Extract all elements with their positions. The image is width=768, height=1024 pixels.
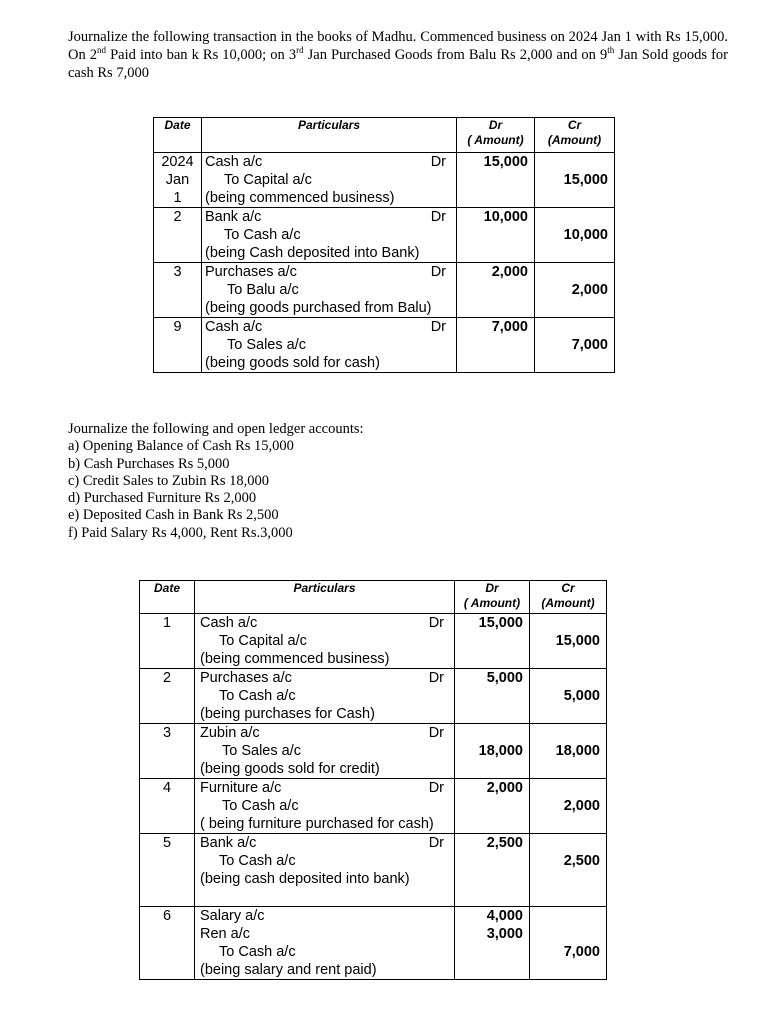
entry-particulars: Bank a/c Dr To Cash a/c (being Cash deposited into Bank)	[202, 208, 457, 263]
entry-particulars: Cash a/c Dr To Sales a/c (being goods sold for cash)	[202, 318, 457, 373]
cr-amount: 15,000	[530, 614, 607, 669]
list-item: e) Deposited Cash in Bank Rs 2,500	[68, 507, 279, 524]
dr-amount: 2,000	[457, 263, 535, 318]
table-row	[140, 724, 607, 779]
entry-date: 4	[140, 779, 195, 834]
entry-date: 2	[154, 208, 202, 263]
dr-amount: 4,000 3,000	[455, 907, 530, 980]
entry-date: 2	[140, 669, 195, 724]
cr-amount: 7,000	[530, 907, 607, 980]
particulars-header: Particulars	[195, 581, 455, 614]
table-header-row	[154, 118, 615, 153]
entry-date: 9	[154, 318, 202, 373]
table-row	[154, 208, 615, 263]
cr-amount-header: Cr (Amount)	[535, 118, 615, 153]
list-item: f) Paid Salary Rs 4,000, Rent Rs.3,000	[68, 524, 293, 541]
particulars-header: Particulars	[202, 118, 457, 153]
dr-amount: 10,000	[457, 208, 535, 263]
entry-date: 1	[140, 614, 195, 669]
dr-amount: 15,000	[455, 614, 530, 669]
question-2	[68, 421, 364, 542]
entry-date: 5	[140, 834, 195, 907]
entry-particulars: Cash a/c Dr To Capital a/c (being commenced business)	[195, 614, 455, 669]
entry-particulars: Purchases a/c Dr To Cash a/c (being purchases for Cash)	[195, 669, 455, 724]
journal-table-1	[153, 117, 615, 373]
dr-amount: 2,000	[455, 779, 530, 834]
cr-amount: 2,000	[535, 263, 615, 318]
table-row	[154, 263, 615, 318]
question-1-text: Journalize the following transaction in the books of Madhu. Commenced business on 2024 Jan 1 with Rs 15,000. On 2nd Paid into ban k Rs 10,000; on 3rd Jan Purchased Goods from Balu Rs 2,000 and on 9th Jan Sold goods for cash Rs 7,000	[68, 29, 728, 81]
cr-amount: 2,500	[530, 834, 607, 907]
dr-amount: 15,000	[457, 153, 535, 208]
entry-date: 6	[140, 907, 195, 980]
table-row	[154, 153, 615, 208]
table-header-row	[140, 581, 607, 614]
list-item: d) Purchased Furniture Rs 2,000	[68, 490, 257, 507]
dr-amount: 5,000	[455, 669, 530, 724]
entry-date: 2024 Jan 1	[154, 153, 202, 208]
entry-particulars: Purchases a/c Dr To Balu a/c (being goods purchased from Balu)	[202, 263, 457, 318]
cr-amount: 15,000	[535, 153, 615, 208]
date-header: Date	[140, 581, 195, 614]
journal-table-2	[139, 580, 607, 980]
entry-particulars: Furniture a/c Dr To Cash a/c ( being furniture purchased for cash)	[195, 779, 455, 834]
question-2-title: Journalize the following and open ledger accounts:	[68, 421, 364, 437]
table-row	[140, 907, 607, 980]
dr-amount-header: Dr ( Amount)	[457, 118, 535, 153]
entry-date: 3	[154, 263, 202, 318]
dr-amount-header: Dr ( Amount)	[455, 581, 530, 614]
table-row	[140, 834, 607, 907]
entry-particulars: Bank a/c Dr To Cash a/c (being cash deposited into bank)	[195, 834, 455, 907]
cr-amount: 18,000	[530, 724, 607, 779]
list-item: b) Cash Purchases Rs 5,000	[68, 455, 230, 472]
table-row	[140, 669, 607, 724]
dr-amount: 2,500	[455, 834, 530, 907]
list-item: a) Opening Balance of Cash Rs 15,000	[68, 438, 294, 455]
entry-particulars: Cash a/c Dr To Capital a/c (being commenced business)	[202, 153, 457, 208]
date-header: Date	[154, 118, 202, 153]
cr-amount: 5,000	[530, 669, 607, 724]
entry-particulars: Zubin a/c Dr To Sales a/c (being goods sold for credit)	[195, 724, 455, 779]
table-row	[154, 318, 615, 373]
entry-date: 3	[140, 724, 195, 779]
cr-amount-header: Cr (Amount)	[530, 581, 607, 614]
cr-amount: 2,000	[530, 779, 607, 834]
table-row	[140, 779, 607, 834]
cr-amount: 10,000	[535, 208, 615, 263]
dr-amount: 7,000	[457, 318, 535, 373]
table-row	[140, 614, 607, 669]
cr-amount: 7,000	[535, 318, 615, 373]
dr-amount: 18,000	[455, 724, 530, 779]
list-item: c) Credit Sales to Zubin Rs 18,000	[68, 472, 269, 489]
entry-particulars: Salary a/c Ren a/c To Cash a/c (being salary and rent paid)	[195, 907, 455, 980]
